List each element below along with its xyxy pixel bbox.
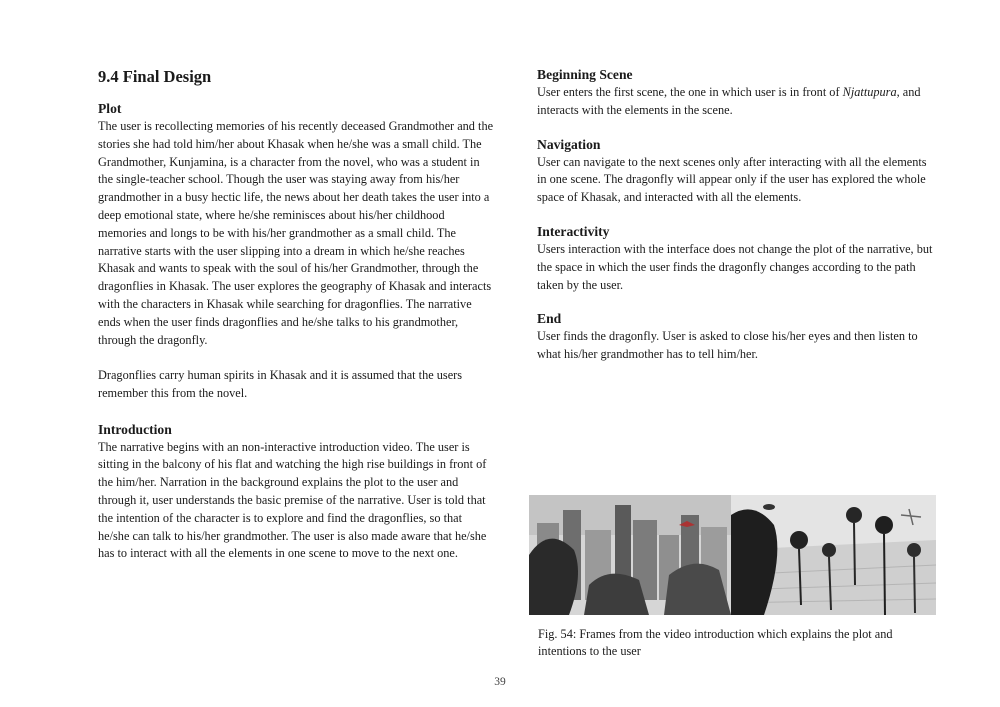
beginning-text-before: User enters the first scene, the one in which user is in front of	[537, 85, 843, 99]
beginning-scene-paragraph	[537, 84, 933, 120]
frame-city-balcony	[529, 495, 731, 615]
beginning-text-after: , and interacts with the elements in the scene.	[537, 85, 921, 117]
right-column	[537, 66, 933, 380]
video-frames-figure	[529, 495, 936, 615]
end-paragraph: User finds the dragonfly. User is asked to close his/her eyes and then listen to what his/her grandmother has to tell him/her.	[537, 329, 918, 362]
navigation-heading: Navigation	[537, 136, 601, 152]
beginning-scene-heading: Beginning Scene	[537, 67, 633, 82]
plot-heading: Plot	[98, 101, 122, 116]
navigation-paragraph: User can navigate to the next scenes only after interacting with all the elements in one scene. The dragonfly will appear only if the user has explored the whole space of Khasak, and interacted with all the elements.	[537, 154, 927, 205]
frame-khasak-landscape	[731, 495, 936, 615]
interactivity-heading: Interactivity	[537, 223, 610, 239]
plot-paragraph-2: Dragonflies carry human spirits in Khasak and it is assumed that the users remember this from the novel.	[98, 368, 463, 400]
beginning-scene-block	[537, 66, 933, 120]
end-heading: End	[537, 311, 562, 327]
plot-paragraph-1: The user is recollecting memories of his recently deceased Grandmother and the stories she had told him/her about Khasak when he/she was a small child. The Grandmother, Kunjamina, is a character from the novel, who was a student in the single-teacher school. Though the user was staying away from his/her grandmother in a busy hectic life, the news about her death takes the user into a deep emotional state, where he/she reminisces about his/her childhood memories and longs to be with his/her grandmother as a small child. The narrative starts with the user slipping into a dream in which he/she reaches Khasak and wants to speak with the soul of his/her Grandmother, through the dragonflies in Khasak. The user explores the geography of Khasak and interacts with the characters in Khasak while searching for dragonflies. The narrative ends when the user finds dragonflies and he/she talks to his grandmother, through the dragonfly.	[98, 119, 494, 347]
section-title: 9.4 Final Design	[98, 67, 212, 86]
page-number: 39	[494, 676, 506, 688]
beginning-text-italic: Njattupura	[842, 85, 897, 99]
interactivity-paragraph: Users interaction with the interface does not change the plot of the narrative, but the space in which the user finds the dragonfly changes according to the path taken by the user.	[537, 241, 933, 292]
figure-caption: Fig. 54: Frames from the video introduction which explains the plot and intentions to the user	[538, 627, 893, 658]
introduction-paragraph: The narrative begins with an non-interactive introduction video. The user is sitting in the balcony of his flat and watching the high rise buildings in front of the him/her. Narration in the background explains the plot to the user and through it, user understands the basic premise of the narrative. User is told that the intention of the character is to explore and find the dragonflies, so that he/she can talk to his/her grandmother. The user is also made aware that he/she has to interact with all the elements in one scene to move to the next one.	[98, 439, 487, 561]
introduction-heading: Introduction	[98, 421, 172, 437]
navigation-block	[537, 136, 933, 207]
interactivity-block	[537, 223, 933, 294]
end-block	[537, 310, 933, 364]
left-column	[98, 66, 494, 563]
